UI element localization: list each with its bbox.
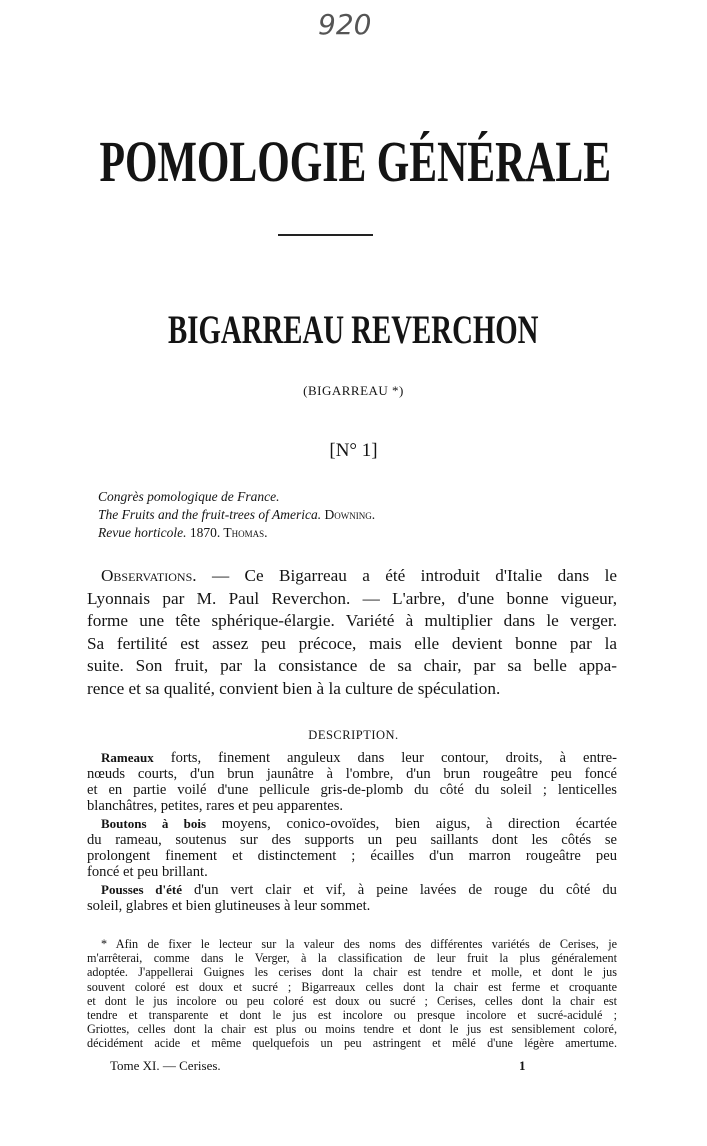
paragraph-lead: Rameaux: [101, 750, 154, 765]
footnote: [87, 937, 617, 1051]
paragraph-lead: Boutons à bois: [101, 816, 207, 831]
footer-volume: Tome XI. — Cerises.: [110, 1058, 221, 1073]
text-line: [87, 882, 617, 898]
footnote-line: * Afin de fixer le lecteur sur la valeur des noms des différentes variétés de Cerises, je: [101, 937, 617, 951]
footnote-line: et dont le jus incolore ou peu coloré est doux ou sucré ; Cerises, celles dont la chair est: [87, 993, 617, 1008]
observations-paragraph: [87, 565, 617, 701]
description-heading: DESCRIPTION.: [308, 728, 399, 742]
observations-label: Observations.: [101, 566, 197, 585]
description-paragraph-pousses: [87, 882, 617, 914]
text-line: et en partie voilé d'une pellicule gris-de-plomb du côté du soleil ; lenticelles: [87, 782, 617, 798]
reference: [98, 506, 375, 524]
text-line: soleil, glabres et bien glutineuses à leur sommet.: [87, 898, 371, 914]
description-body: [87, 750, 617, 916]
reference-author: 1870. Thomas.: [186, 525, 268, 540]
page-title-block: [0, 128, 707, 195]
text-fragment: forts, finement anguleux dans leur contour, droits, à entre-: [153, 750, 617, 766]
text-fragment: moyens, conico-ovoïdes, bien aigus, à direction écartée: [206, 816, 618, 832]
footnote-line: décidément acide et même quelquefois un peu astringent et mêlé d'une légère amertume.: [87, 1036, 617, 1051]
subtitle-block: [0, 306, 707, 353]
text-line: Lyonnais par M. Paul Reverchon. — L'arbre, d'une bonne vigueur,: [87, 588, 617, 608]
title-divider: [278, 234, 373, 236]
text-line: prolongent finement et distinctement ; écailles d'un marron rougeâtre peu: [87, 848, 617, 864]
text-line: foncé et peu brillant.: [87, 864, 208, 880]
description-paragraph-boutons: [87, 816, 617, 880]
page-number: 1: [519, 1058, 526, 1073]
reference-author: Downing.: [321, 507, 376, 522]
handwritten-mark: 920: [318, 8, 372, 41]
footnote-line: Griottes, celles dont la chair est plus ou moins tendre et dont le jus est sensiblement coloré,: [87, 1022, 617, 1037]
footnote-line: tendre et transparente et dont le jus est incolore ou presque incolore et sucré-acidulé ;: [87, 1008, 617, 1023]
entry-number: [N° 1]: [329, 440, 378, 461]
text-fragment: d'un vert clair et vif, à peine lavées de rouge du côté du: [181, 882, 617, 898]
text-line: nœuds courts, d'un brun jaunâtre à l'ombre, d'un brun rougeâtre peu foncé: [87, 766, 617, 782]
text-line: blanchâtres, petites, rares et peu apparentes.: [87, 798, 344, 814]
text-line: [87, 816, 617, 832]
footnote-line: m'arrêterai, comme dans le Verger, à la classification de leur fruit la plus généralement: [87, 951, 617, 966]
reference: [98, 524, 375, 542]
reference: [98, 488, 375, 506]
variety-title: BIGARREAU REVERCHON: [168, 307, 539, 352]
text-line: Sa fertilité est assez peu précoce, mais elle devient bonne par la: [87, 633, 617, 653]
reference-title: The Fruits and the fruit-trees of America.: [98, 507, 322, 522]
reference-title: Revue horticole.: [98, 525, 187, 540]
text-line: [87, 750, 617, 766]
description-paragraph-rameaux: [87, 750, 617, 814]
page-title: POMOLOGIE GÉNÉRALE: [99, 129, 612, 194]
reference-title: Congrès pomologique de France.: [98, 489, 280, 504]
paragraph-lead: Pousses d'été: [101, 882, 182, 897]
text-line: [87, 565, 617, 588]
references: [98, 488, 375, 542]
footnote-line: adoptée. J'appellerai Guignes les cerises dont la chair est tendre et molle, et dont le jus: [87, 965, 617, 980]
text-line: forme une tête sphérique-élargie. Variété à multiplier dans le verger.: [87, 611, 617, 631]
text-line: rence et sa qualité, convient bien à la culture de spéculation.: [87, 678, 501, 698]
text-line: suite. Son fruit, par la consistance de sa chair, par sa belle appa-: [87, 656, 617, 676]
text-fragment: — Ce Bigarreau a été introduit d'Italie dans le: [196, 566, 617, 585]
variety-category: (BIGARREAU *): [303, 383, 404, 398]
text-line: du rameau, soutenus sur des supports un peu saillants dont les côtés se: [87, 832, 617, 848]
footnote-line: souvent coloré est doux et sucré ; Bigarreaux celles dont la chair est ferme et croquante: [87, 979, 617, 994]
